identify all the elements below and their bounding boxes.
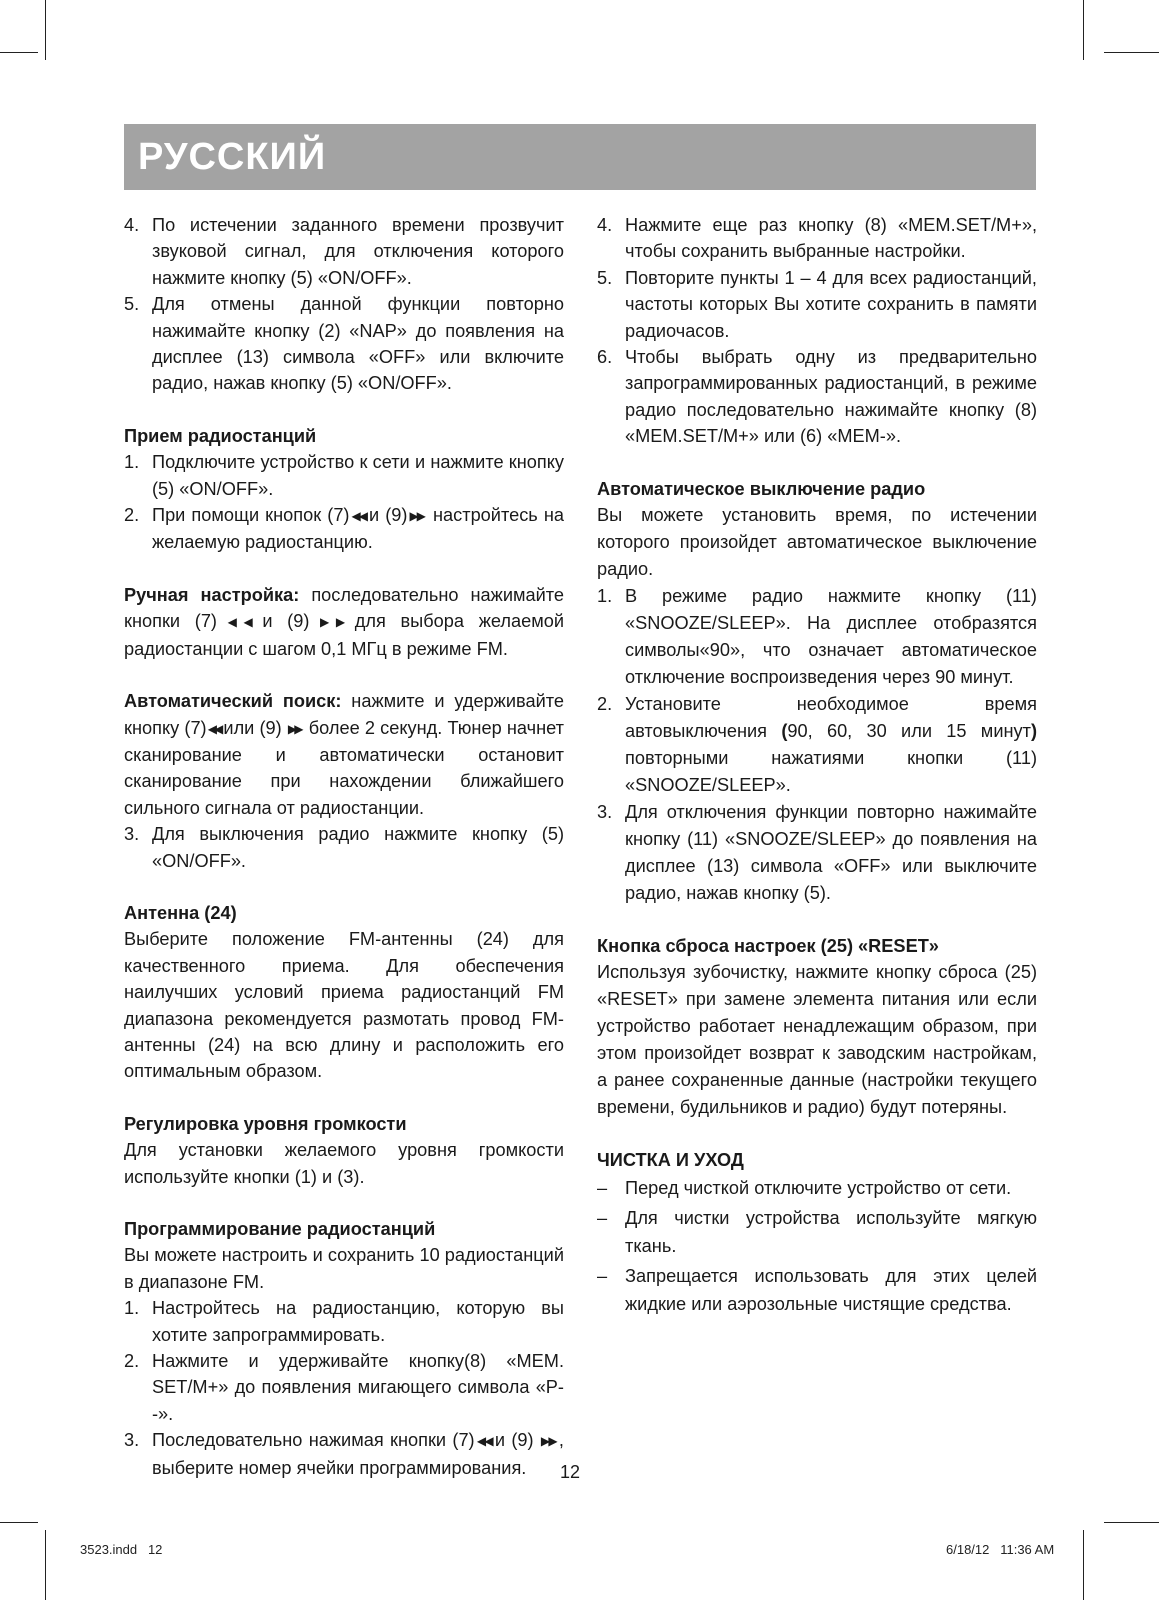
- list-item: 4. Нажмите еще раз кнопку (8) «MEM.SET/M+», чтобы сохранить выбранные настройки.: [597, 215, 1037, 262]
- section-heading: Кнопка сброса настроек (25) «RESET»: [597, 936, 939, 957]
- fast-forward-icon: ▶▶: [408, 509, 424, 524]
- care-list: [597, 1174, 1037, 1318]
- left-column: [124, 212, 564, 1481]
- footer-timestamp: 6/18/12 11:36 AM: [946, 1542, 1055, 1557]
- reset-paragraph: Используя зубочистку, нажмите кнопку сброса (25) «RESET» при замене элемента питания или если устройство работает ненадлежащим образом, при этом произойдет возврат к заводским настройкам, а ранее сохраненные данные (настройки текущего времени, будильников и радио) будут потеряны.: [597, 962, 1037, 1118]
- list-item: 5. Для отмены данной функции повторно нажимайте кнопку (2) «NAP» до появления на дисплее (13) символа «OFF» или включите радио, нажав кнопку (5) «ON/OFF».: [124, 294, 564, 394]
- crop-mark: [1104, 52, 1159, 53]
- list-item: 1. Подключите устройство к сети и нажмите кнопку (5) «ON/OFF».: [124, 452, 564, 499]
- programming-steps: [124, 1295, 564, 1481]
- fast-forward-icon: ▶▶: [540, 1434, 556, 1449]
- rewind-icon: ◀◀: [350, 509, 366, 524]
- radio-off-step: [124, 821, 564, 874]
- crop-mark: [1083, 1530, 1084, 1600]
- list-item: 4. По истечении заданного времени прозвучит звуковой сигнал, для отключения которого нажмите кнопку (5) «ON/OFF».: [124, 215, 564, 288]
- list-item: 5. Повторите пункты 1 – 4 для всех радиостанций, частоты которых Вы хотите сохранить в памяти радиочасов.: [597, 267, 1037, 341]
- list-item: – Перед чисткой отключите устройство от сети.: [597, 1177, 1012, 1198]
- crop-mark: [0, 52, 38, 53]
- list-item: 2. Установите необходимое время автовыключения (90, 60, 30 или 15 минут) повторными нажатиями кнопки (11) «SNOOZE/SLEEP».: [597, 694, 1038, 796]
- manual-tuning-paragraph: Ручная настройка: последовательно нажимайте кнопки (7)◀◀ и (9)▶▶ для выбора желаемой радиостанции с шагом 0,1 МГц в режиме FM.: [124, 584, 565, 659]
- crop-mark: [0, 1522, 38, 1523]
- fast-forward-icon: ▶▶: [287, 721, 301, 736]
- list-item: – Запрещается использовать для этих целей жидкие или аэрозольные чистящие средства.: [597, 1265, 1037, 1314]
- section-heading: Регулировка уровня громкости: [124, 1113, 407, 1134]
- timer-steps: [124, 212, 564, 397]
- crop-mark: [45, 1530, 46, 1600]
- list-item: 2. При помощи кнопок (7)◀◀ и (9)▶▶ настройтесь на желаемую радиостанцию.: [124, 505, 564, 553]
- section-heading: Антенна (24): [124, 902, 237, 923]
- fast-forward-icon: ▶▶: [310, 615, 352, 630]
- programming-paragraph: Вы можете настроить и сохранить 10 радиостанций в диапазоне FM.: [124, 1245, 564, 1292]
- section-heading: Прием радиостанций: [124, 425, 317, 446]
- section-heading: Автоматическое выключение радио: [597, 478, 926, 499]
- sleep-paragraph: Вы можете установить время, по истечении которого произойдет автоматическое выключение радио.: [597, 505, 1037, 580]
- crop-mark: [45, 0, 46, 60]
- page-number: 12: [560, 1462, 581, 1482]
- auto-search-paragraph: Автоматический поиск: нажмите и удерживайте кнопку (7)◀◀ или (9) ▶▶ более 2 секунд. Тюнер начнет сканирование и автоматически остановит сканирование при нахождении ближайшего сильного сигнала от радиостанции.: [124, 691, 564, 818]
- rewind-icon: ◀◀: [475, 1434, 492, 1449]
- rewind-icon: ◀◀: [207, 721, 221, 736]
- footer-file: 3523.indd 12: [80, 1542, 163, 1557]
- antenna-paragraph: Выберите положение FM-антенны (24) для качественного приема. Для обеспечения наилучших условий приема радиостанций FM диапазона рекомендуется размотать провод FM-антенны (24) на всю длину и расположить его оптимальным образом.: [124, 929, 564, 1082]
- list-item: 3. Последовательно нажимая кнопки (7)◀◀ и (9) ▶▶ , выберите номер ячейки программирования.: [124, 1430, 564, 1478]
- list-item: 2. Нажмите и удерживайте кнопку(8) «MEM. SET/M+» до появления мигающего символа «P--».: [124, 1351, 564, 1424]
- sleep-steps: [597, 583, 1037, 907]
- radio-steps: [124, 449, 564, 556]
- section-heading: Программирование радиостанций: [124, 1219, 436, 1239]
- list-item: 3. Для отключения функции повторно нажимайте кнопку (11) «SNOOZE/SLEEP» до появления на дисплее (13) символа «OFF» или выключите радио, нажав кнопку (5).: [597, 802, 1037, 904]
- volume-paragraph: Для установки желаемого уровня громкости используйте кнопки (1) и (3).: [124, 1140, 564, 1187]
- right-column: [597, 212, 1037, 1320]
- rewind-icon: ◀◀: [218, 615, 260, 630]
- language-banner: [124, 124, 1036, 190]
- programming-steps-continued: [597, 212, 1037, 450]
- list-item: 3. Для выключения радио нажмите кнопку (5) «ON/OFF».: [124, 824, 564, 871]
- crop-mark: [1083, 0, 1084, 60]
- list-item: 1. В режиме радио нажмите кнопку (11) «SNOOZE/SLEEP». На дисплее отобразятся символы«90», что означает автоматическое отключение воспроизведения через 90 минут.: [597, 586, 1037, 688]
- crop-mark: [1104, 1522, 1159, 1523]
- list-item: 1. Настройтесь на радиостанцию, которую вы хотите запрограммировать.: [124, 1298, 564, 1345]
- list-item: 6. Чтобы выбрать одну из предварительно запрограммированных радиостанций, в режиме радио последовательно нажимайте кнопку (8) «MEM.SET/M+» или (6) «MEM-».: [597, 347, 1037, 447]
- list-item: – Для чистки устройства используйте мягкую ткань.: [597, 1207, 1037, 1256]
- section-heading: ЧИСТКА И УХОД: [597, 1150, 744, 1171]
- page-title: РУССКИЙ: [138, 136, 327, 178]
